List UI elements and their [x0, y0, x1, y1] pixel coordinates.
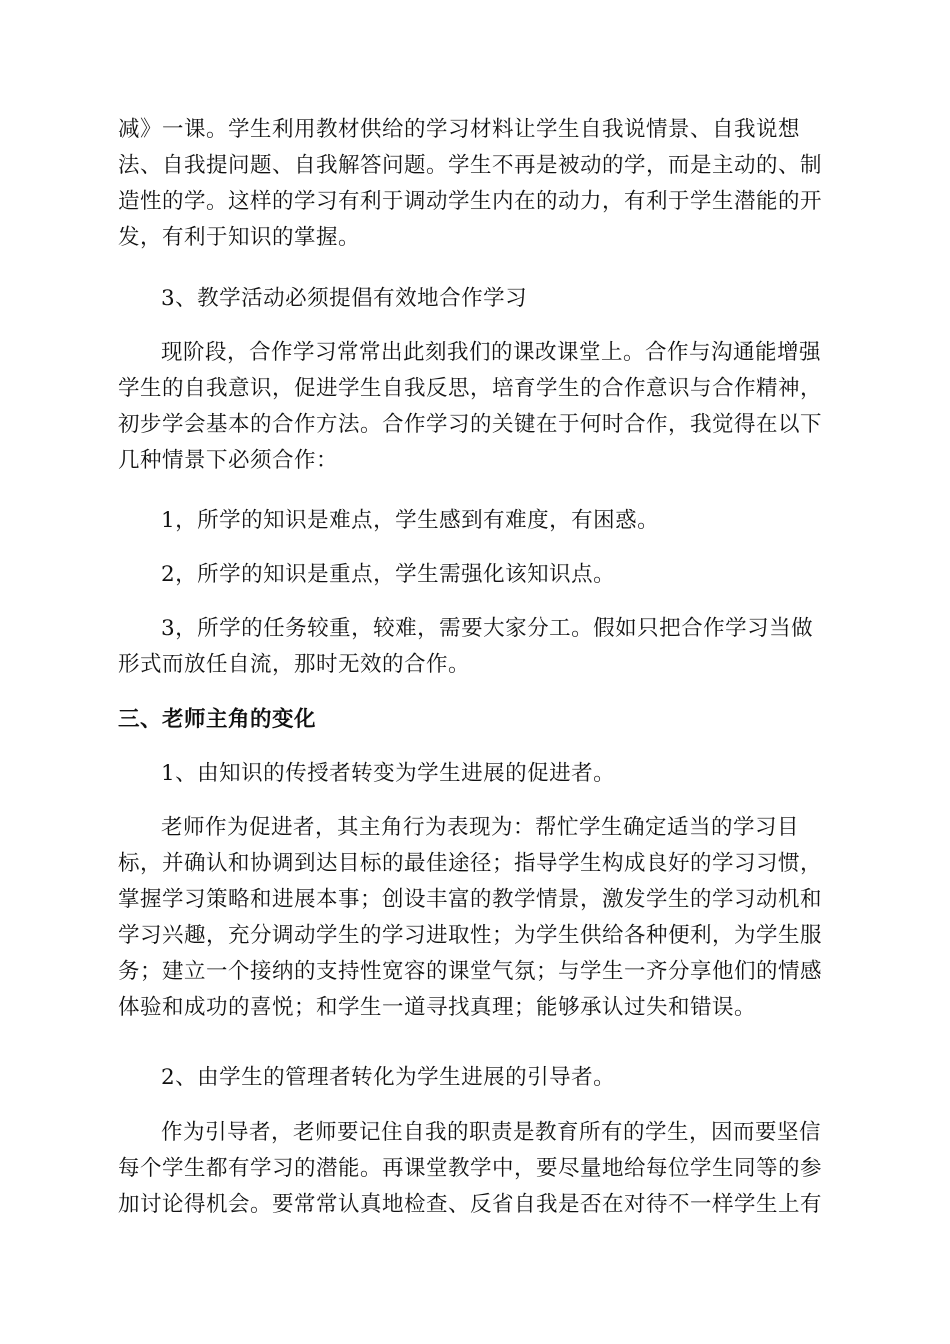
list-item-3: 3，所学的任务较重，较难，需要大家分工。假如只把合作学习当做形式而放任自流，那时无效的合作。	[118, 616, 814, 677]
subheading-promoter: 1、由知识的传授者转变为学生进展的促进者。	[161, 761, 616, 786]
list-item-1: 1，所学的知识是难点，学生感到有难度，有困惑。	[161, 508, 660, 533]
paragraph-guide: 作为引导者，老师要记住自我的职责是教育所有的学生，因而要坚信每个学生都有学习的潜能。再课堂教学中，要尽量地给每位学生同等的参加讨论得机会。要常常认真地检查、反省自我是否在对待不一样学生上有	[118, 1120, 823, 1217]
paragraph-continued: 减》一课。学生利用教材供给的学习材料让学生自我说情景、自我说想法、自我提问题、自我解答问题。学生不再是被动的学，而是主动的、制造性的学。这样的学习有利于调动学生内在的动力，有利于学生潜能的开发，有利于知识的掌握。	[118, 117, 823, 250]
subheading-cooperative-learning: 3、教学活动必须提倡有效地合作学习	[161, 286, 528, 311]
subheading-guide: 2、由学生的管理者转化为学生进展的引导者。	[161, 1065, 616, 1090]
paragraph-cooperative-learning: 现阶段，合作学习常常出此刻我们的课改课堂上。合作与沟通能增强学生的自我意识，促进学生自我反思，培育学生的合作意识与合作精神，初步学会基本的合作方法。合作学习的关键在于何时合作，我觉得在以下几种情景下必须合作：	[118, 340, 823, 473]
section-heading-teacher-role: 三、老师主角的变化	[118, 707, 317, 732]
paragraph-promoter: 老师作为促进者，其主角行为表现为：帮忙学生确定适当的学习目标，并确认和协调到达目标的最佳途径；指导学生构成良好的学习习惯，掌握学习策略和进展本事；创设丰富的教学情景，激发学生的学习动机和学习兴趣，充分调动学生的学习进取性；为学生供给各种便利，为学生服务；建立一个接纳的支持性宽容的课堂气氛；与学生一齐分享他们的情感体验和成功的喜悦；和学生一道寻找真理；能够承认过失和错误。	[118, 815, 823, 1020]
list-item-2: 2，所学的知识是重点，学生需强化该知识点。	[161, 562, 616, 587]
